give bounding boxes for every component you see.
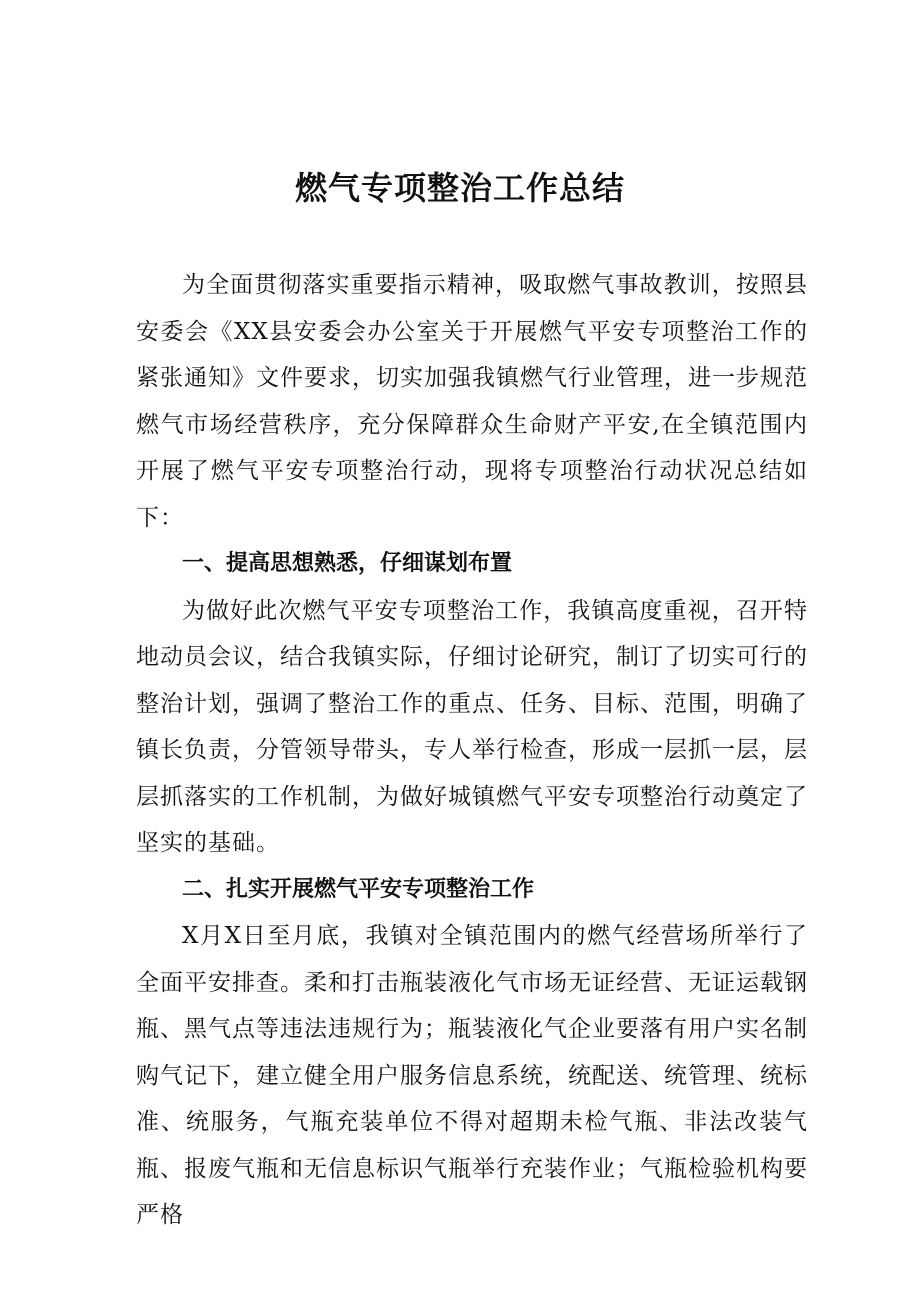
document-title: 燃气专项整治工作总结 — [294, 169, 625, 207]
intro-paragraph: 为全面贯彻落实重要指示精神，吸取燃气事故教训，按照县安委会《XX县安委会办公室关于开展燃气平安专项整治工作的紧张通知》文件要求，切实加强我镇燃气行业管理，进一步规范燃气市场经营秩序，充分保障群众生命财产平安,在全镇范围内开展了燃气平安专项整治行动，现将专项整治行动状况总结如下： — [136, 272, 808, 531]
document-body — [136, 262, 808, 1239]
section-heading-2: 二、扎实开展燃气平安专项整治工作 — [182, 876, 535, 902]
section-2-paragraph: X月X日至月底，我镇对全镇范围内的燃气经营场所举行了全面平安排查。柔和打击瓶装液化气市场无证经营、无证运载钢瓶、黑气点等违法违规行为；瓶装液化气企业要落有用户实名制购气记下，建立健全用户服务信息系统，统配送、统管理、统标准、统服务，气瓶充装单位不得对超期未检气瓶、非法改装气瓶、报废气瓶和无信息标识气瓶举行充装作业；气瓶检验机构要严格 — [136, 923, 808, 1228]
section-heading-1: 一、提高思想熟悉，仔细谋划布置 — [182, 551, 513, 576]
section-1-paragraph: 为做好此次燃气平安专项整治工作，我镇高度重视，召开特地动员会议，结合我镇实际，仔细讨论研究，制订了切实可行的整治计划，强调了整治工作的重点、任务、目标、范围，明确了镇长负责，分管领导带头，专人举行检查，形成一层抓一层，层层抓落实的工作机制，为做好城镇燃气平安专项整治行动奠定了坚实的基础。 — [136, 597, 808, 856]
